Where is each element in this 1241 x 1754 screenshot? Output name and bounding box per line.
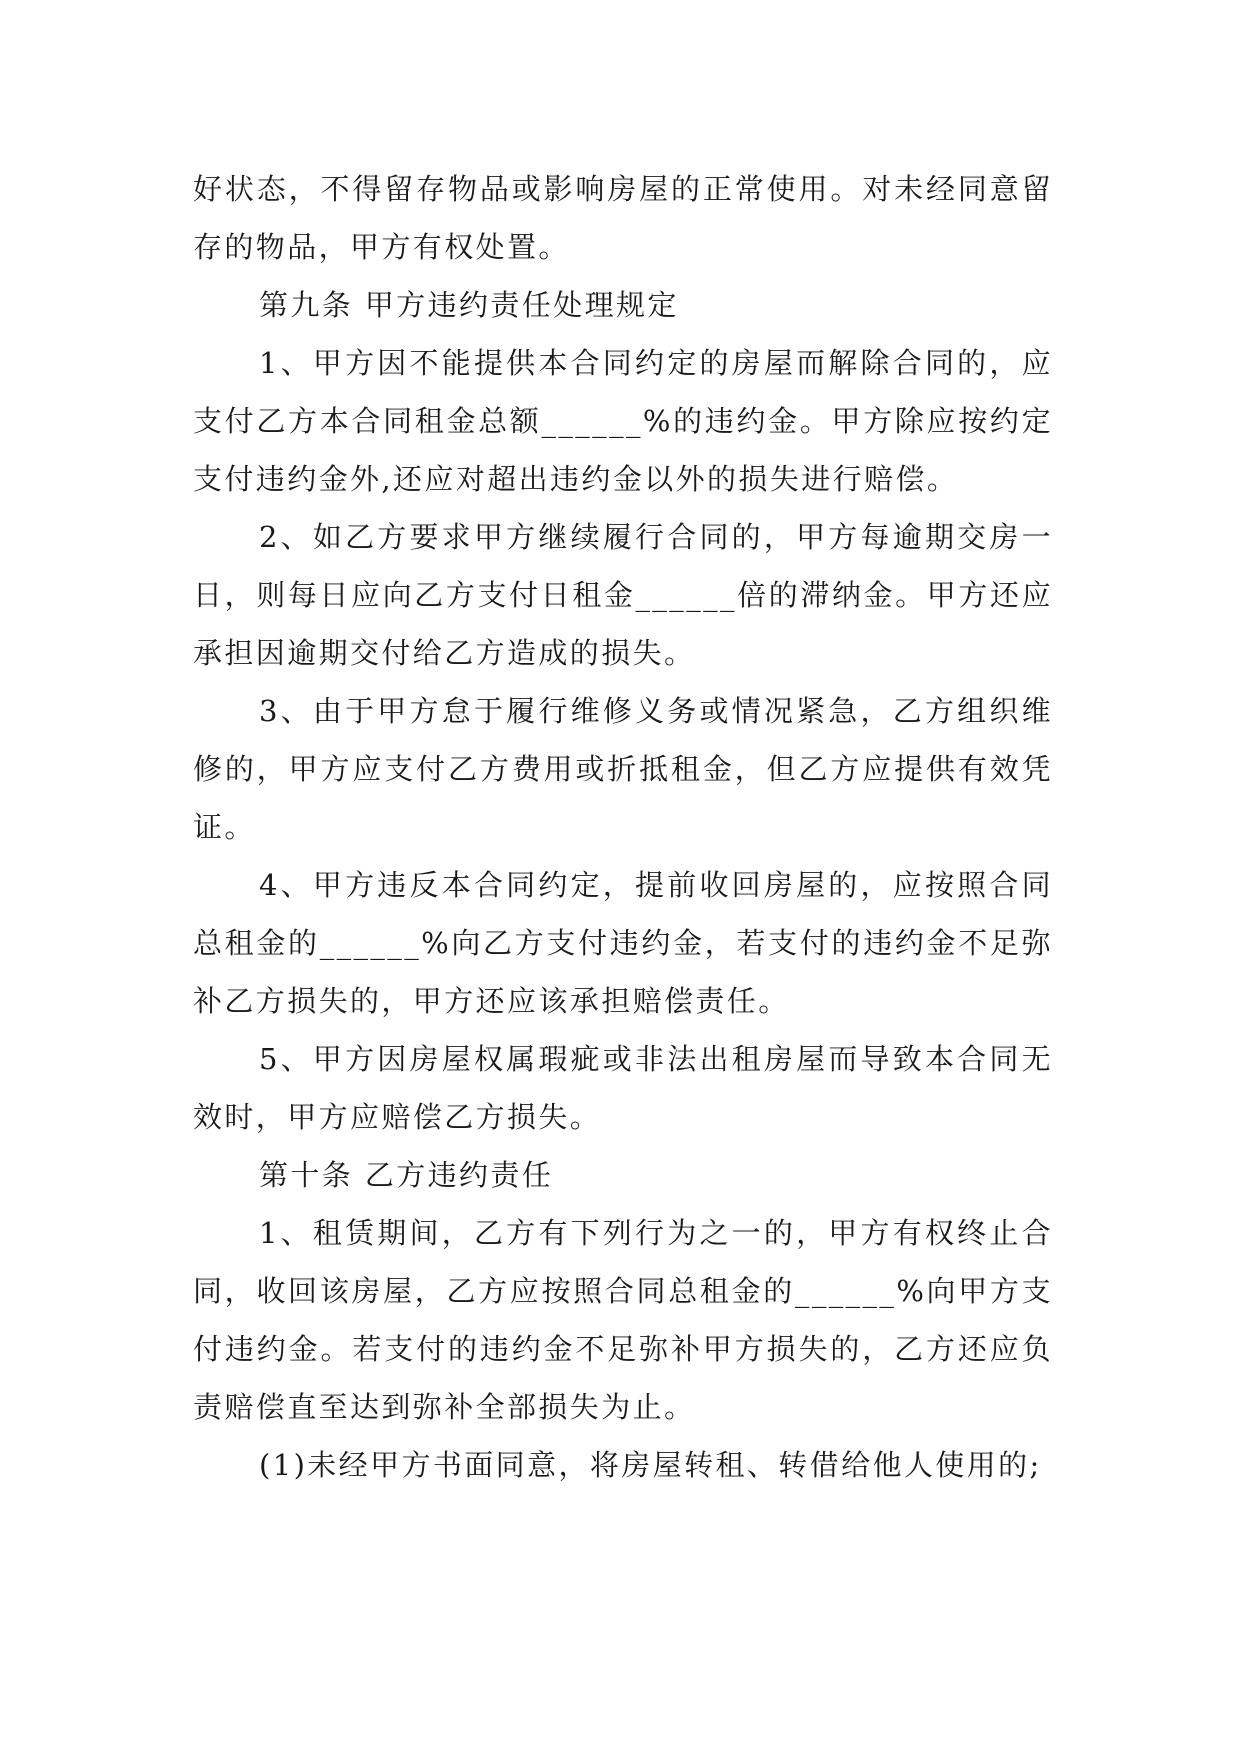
paragraph-clause-9-3: 3、由于甲方怠于履行维修义务或情况紧急，乙方组织维修的，甲方应支付乙方费用或折抵租金，但乙方应提供有效凭证。 bbox=[193, 694, 1053, 844]
paragraph-clause-9-2: 2、如乙方要求甲方继续履行合同的，甲方每逾期交房一日，则每日应向乙方支付日租金______倍的滞纳金。甲方还应承担因逾期交付给乙方造成的损失。 bbox=[193, 520, 1053, 670]
paragraph-clause-9-4: 4、甲方违反本合同约定，提前收回房屋的，应按照合同总租金的______%向乙方支付违约金，若支付的违约金不足弥补乙方损失的，甲方还应该承担赔偿责任。 bbox=[193, 868, 1053, 1018]
document-body bbox=[193, 160, 1053, 1494]
paragraph-continuation: 好状态，不得留存物品或影响房屋的正常使用。对未经同意留存的物品，甲方有权处置。 bbox=[193, 172, 1053, 264]
section-heading-article-10: 第十条 乙方违约责任 bbox=[259, 1158, 554, 1192]
paragraph-clause-10-1-item-1: (1)未经甲方书面同意，将房屋转租、转借给他人使用的; bbox=[259, 1448, 1042, 1482]
section-heading-article-9: 第九条 甲方违约责任处理规定 bbox=[259, 288, 679, 322]
paragraph-clause-9-5: 5、甲方因房屋权属瑕疵或非法出租房屋而导致本合同无效时，甲方应赔偿乙方损失。 bbox=[193, 1042, 1053, 1134]
paragraph-clause-9-1: 1、甲方因不能提供本合同约定的房屋而解除合同的，应支付乙方本合同租金总额______%的违约金。甲方除应按约定支付违约金外,还应对超出违约金以外的损失进行赔偿。 bbox=[193, 346, 1053, 496]
paragraph-clause-10-1: 1、租赁期间，乙方有下列行为之一的，甲方有权终止合同，收回该房屋，乙方应按照合同总租金的______%向甲方支付违约金。若支付的违约金不足弥补甲方损失的，乙方还应负责赔偿直至达到弥补全部损失为止。 bbox=[193, 1216, 1053, 1424]
